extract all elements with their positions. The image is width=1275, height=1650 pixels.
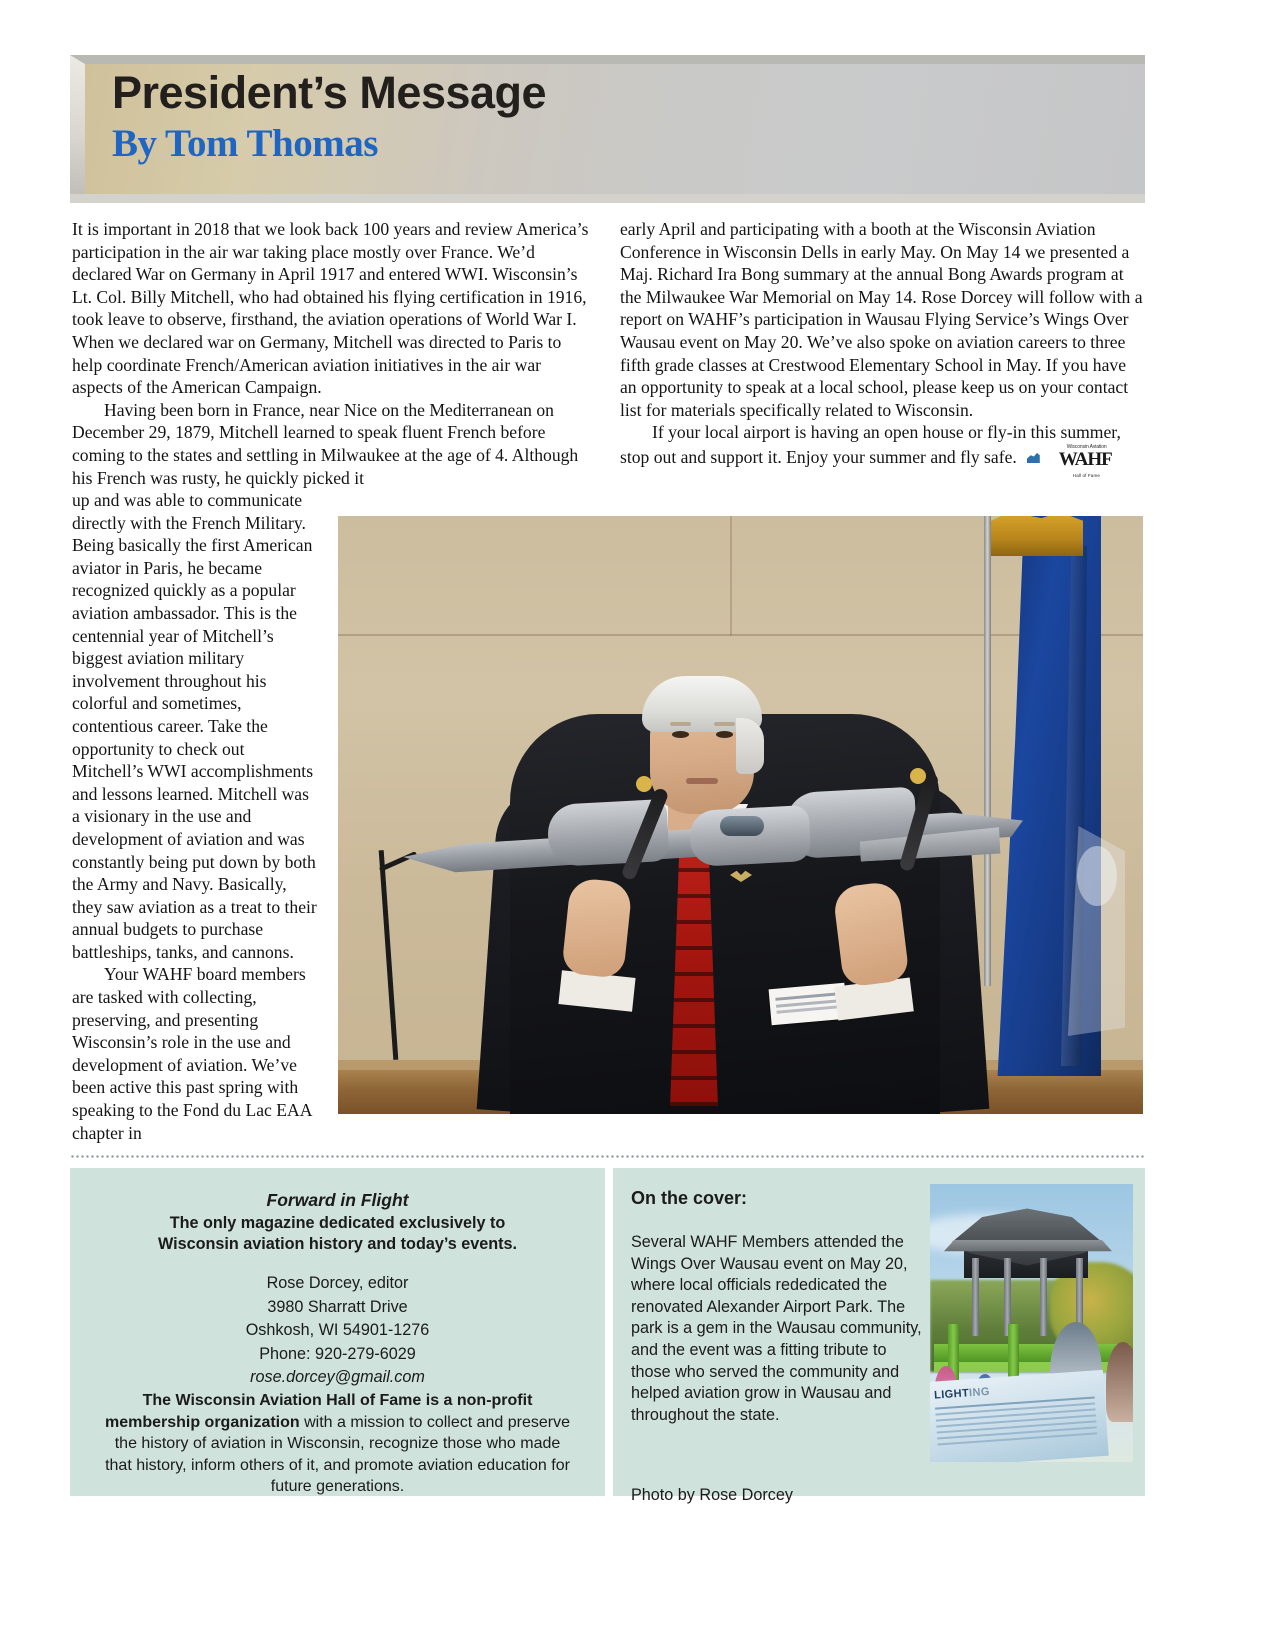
paragraph: Having been born in France, near Nice on the Mediterranean on December 29, 1879, Mitchell learned to speak fluent French before coming to the states and settling in Milwaukee at the age of 4. Although his French was rusty, he quickly picked it bbox=[72, 399, 579, 488]
article-left-column-narrow bbox=[72, 489, 320, 1144]
p38-model-airplane bbox=[390, 768, 1030, 918]
banner-surface bbox=[84, 64, 1145, 194]
article-right-column bbox=[620, 218, 1145, 478]
editor-name: Rose Dorcey, editor bbox=[266, 1274, 409, 1292]
page-byline: By Tom Thomas bbox=[112, 122, 378, 165]
wahf-logo-subtext: Hall of Fame bbox=[1072, 472, 1101, 478]
editor-city-state-zip: Oshkosh, WI 54901-1276 bbox=[245, 1321, 430, 1339]
airplane-spinner-right bbox=[910, 768, 926, 784]
paragraph-text: If your local airport is having an open house or fly-in this summer, stop out and support it. Enjoy your summer and fly safe. bbox=[620, 422, 1121, 467]
paragraph: up and was able to communicate directly with the French Military. Being basically the first American aviator in Paris, he became recognized quickly as a popular aviation ambassador. This is the centennial year of Mitchell’s biggest aviation military involvement throughout his colorful and sometimes, contentious career. Take the opportunity to check out Mitchell’s WWI accomplishments and lessons learned. Mitchell was a visionary in the use and development of aviation and was constantly being put down by both the Army and Navy. Basically, they saw aviation as a treat to their annual budgets to purchase battleships, tanks, and cannons. bbox=[72, 490, 317, 962]
editor-email[interactable]: rose.dorcey@gmail.com bbox=[250, 1368, 425, 1386]
hair-side bbox=[736, 718, 764, 774]
tagline-line-1: The only magazine dedicated exclusively to bbox=[169, 1214, 506, 1232]
mission-statement bbox=[100, 1390, 575, 1498]
eye-left bbox=[672, 731, 689, 738]
banner-bottom-bevel bbox=[70, 194, 1145, 203]
page-title: President’s Message bbox=[112, 67, 547, 118]
sign-label-light: ING bbox=[968, 1385, 991, 1400]
flag-emblem-circle bbox=[1077, 846, 1117, 906]
section-divider bbox=[70, 1155, 1145, 1158]
flag-gold-fringe bbox=[991, 516, 1083, 556]
wahf-logo-icon bbox=[1027, 443, 1112, 478]
paragraph: It is important in 2018 that we look back 100 years and review America’s participation in the air war taking place mostly over France. We’d declared War on Germany in April 1917 and entered WWI. Wisconsin’s Lt. Col. Billy Mitchell, who had obtained his flying certification in 1916, took leave to observe, firsthand, the aviation operations of World War I. When we declared war on Germany, Mitchell was directed to Paris to help coordinate French/American aviation initiatives in the air war aspects of the American Campaign. bbox=[72, 219, 589, 398]
wahf-logo-wordmark: WAHF bbox=[1058, 448, 1112, 470]
on-the-cover-box bbox=[613, 1168, 1145, 1504]
thumb-sign-label bbox=[934, 1386, 990, 1402]
photo-wall-seam-vertical bbox=[730, 516, 732, 636]
magazine-tagline bbox=[70, 1213, 605, 1255]
mission-rest: with a mission to collect and preserve the history of aviation in Wisconsin, recognize those who made that history, inform others of it, and promote aviation education for future generations. bbox=[105, 1413, 571, 1495]
thumb-person bbox=[1106, 1342, 1133, 1422]
page-header-banner bbox=[70, 55, 1145, 203]
paragraph: Your WAHF board members are tasked with collecting, preserving, and presenting Wisconsin’s role in the use and development of aviation. We’ve been active this past spring with speaking to the Fond du Lac EAA chapter in bbox=[72, 964, 312, 1143]
cover-box-description: Several WAHF Members attended the Wings Over Wausau event on May 20, where local officials rededicated the renovated Alexander Airport Park. The park is a gem in the Wausau community, and the event was a fitting tribute to those who served the community and helped aviation grow in Wausau and throughout the state. bbox=[631, 1233, 922, 1424]
eyebrow-left bbox=[670, 722, 691, 726]
hand-left bbox=[561, 877, 633, 979]
editor-contact-block bbox=[70, 1272, 605, 1390]
badge-text-lines bbox=[775, 992, 839, 1001]
article-left-column-wide bbox=[72, 218, 590, 489]
mission-bold-lead: The Wisconsin Aviation Hall of Fame is a non-profit membership organization bbox=[104, 1392, 533, 1431]
paragraph-with-logo bbox=[620, 421, 1145, 478]
paragraph: early April and participating with a booth at the Wisconsin Aviation Conference in Wisconsin Dells in early May. On May 14 we presented a Maj. Richard Ira Bong summary at the annual Bong Awards program at the Milwaukee War Memorial on May 14. Rose Dorcey will follow with a report on WAHF’s participation in Wausau Flying Service’s Wings Over Wausau event on May 20. We’ve also spoke on aviation careers to three fifth grade classes at Crestwood Elementary School in May. If you have an opportunity to speak at a local school, please keep us on your contact list for materials specifically related to Wisconsin. bbox=[620, 219, 1143, 420]
wahf-logo-toptext: Wisconsin Aviation bbox=[1066, 443, 1107, 450]
airplane-canopy bbox=[720, 816, 764, 836]
hand-right bbox=[832, 880, 910, 987]
editor-phone: Phone: 920-279-6029 bbox=[259, 1344, 416, 1363]
tagline-line-2: Wisconsin aviation history and today’s events. bbox=[157, 1235, 518, 1253]
magazine-title: Forward in Flight bbox=[266, 1190, 409, 1210]
banner-left-bevel bbox=[70, 55, 85, 203]
magazine-info-box bbox=[70, 1168, 605, 1496]
cover-thumbnail-photo bbox=[930, 1184, 1133, 1462]
thumb-interpretive-sign bbox=[930, 1370, 1109, 1462]
airplane-center-nacelle bbox=[689, 805, 812, 867]
editor-street: 3980 Sharratt Drive bbox=[267, 1297, 408, 1316]
cover-photo-credit: Photo by Rose Dorcey bbox=[631, 1486, 793, 1504]
airplane-spinner-left bbox=[636, 776, 652, 792]
sign-label-bold: LIGHT bbox=[933, 1387, 970, 1402]
eyebrow-right bbox=[714, 722, 735, 726]
eye-right bbox=[716, 731, 733, 738]
thumb-tower-leg bbox=[972, 1258, 979, 1336]
cover-box-title: On the cover: bbox=[631, 1188, 748, 1208]
main-article-photo bbox=[338, 516, 1143, 1114]
thumb-tower-leg bbox=[1040, 1258, 1047, 1336]
